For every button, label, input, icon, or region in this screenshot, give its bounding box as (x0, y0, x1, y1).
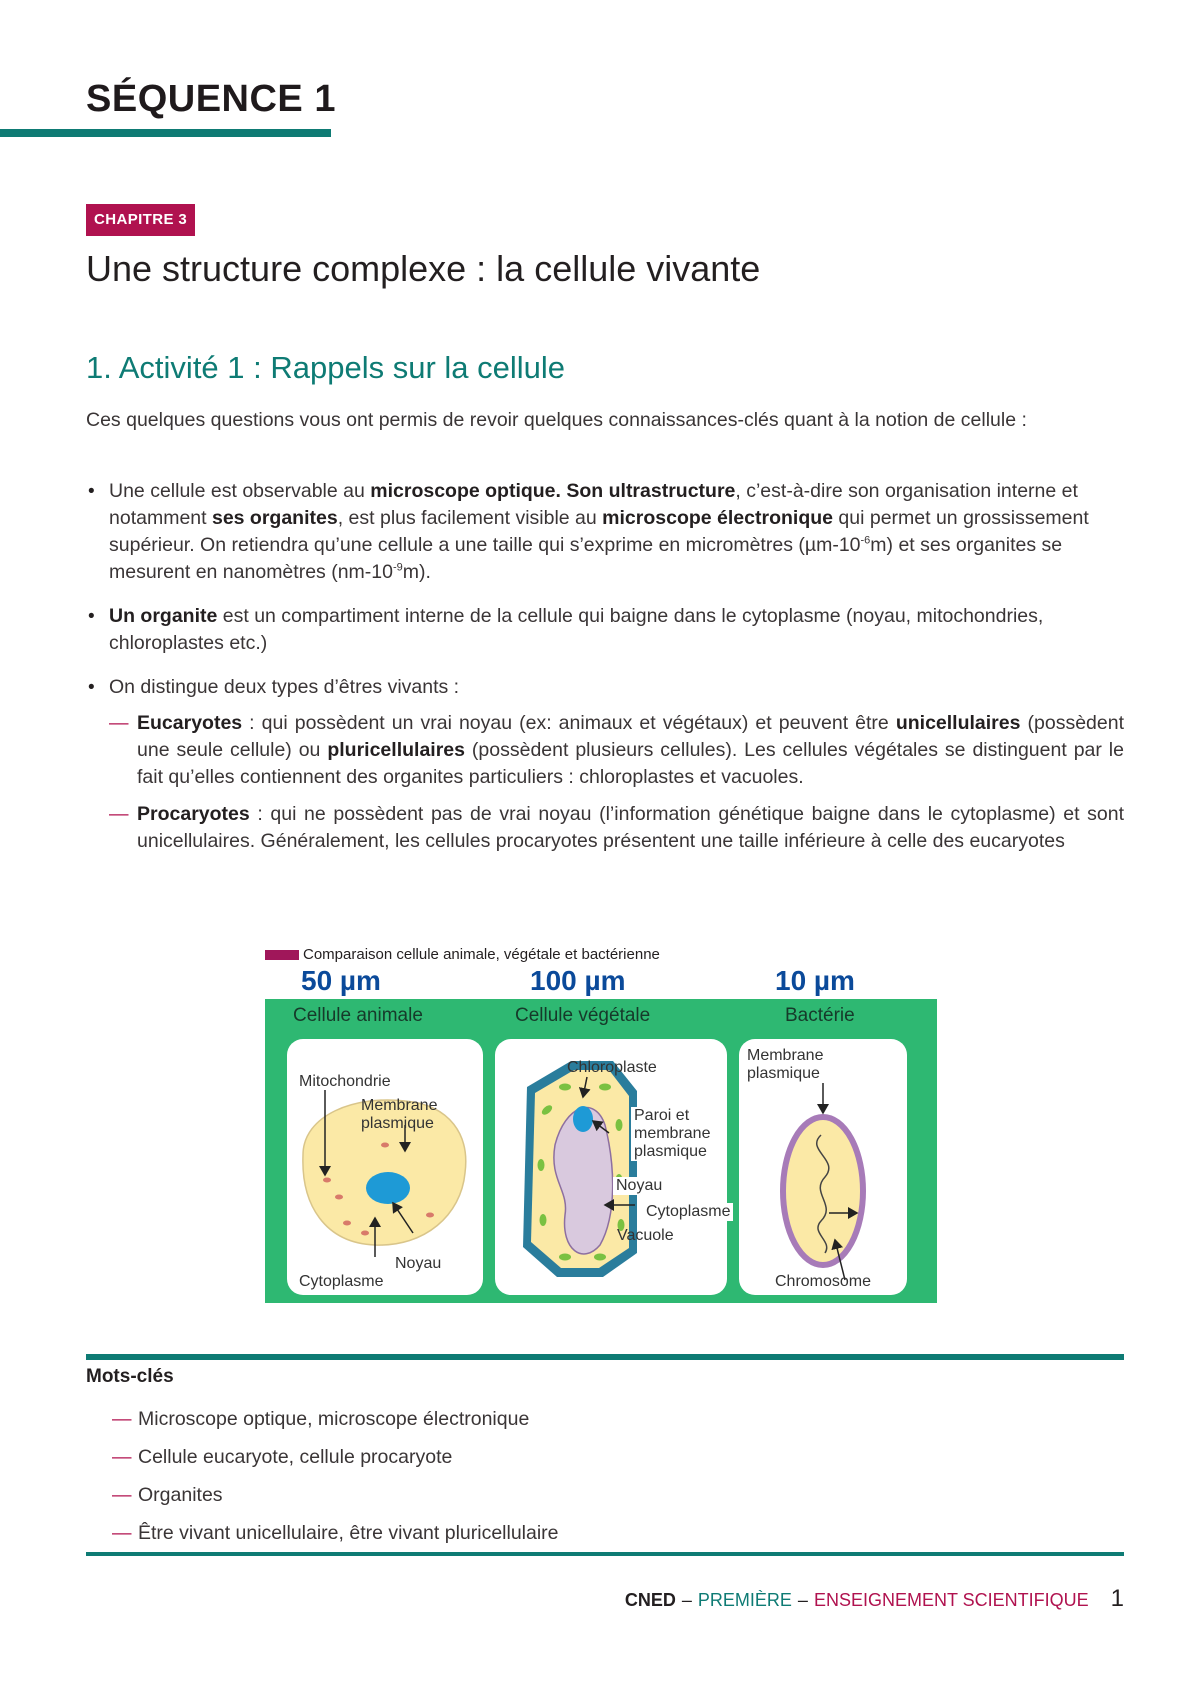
page-number: 1 (1110, 1585, 1124, 1612)
footer-level: PREMIÈRE (697, 1590, 792, 1610)
label-animal-noyau: Noyau (395, 1255, 442, 1272)
label-vacuole: Vacuole (617, 1227, 674, 1244)
label-paroi: Paroi et membrane plasmique (631, 1107, 713, 1161)
sub-procaryotes: — Procaryotes : qui ne possèdent pas de vrai noyau (l’information génétique baigne dans le cytoplasme) et sont unicellulaires. Généralement, les cellules procaryotes présentent une taille inférieure à celle des eucaryotes (109, 801, 1124, 855)
plant-size: 100 µm (530, 965, 626, 996)
label-plant-cytoplasme: Cytoplasme (643, 1203, 733, 1221)
chapter-badge: CHAPITRE 3 (86, 204, 195, 236)
plant-name: Cellule végétale (515, 1005, 651, 1026)
bullet-types: • On distingue deux types d’êtres vivants : — Eucaryotes : qui possèdent un vrai noyau (ex: animaux et végétaux) et peuvent être unicellulaires (possèdent une seule cellule) ou pluricellulaires (possèdent plusieurs cellules). Les cellules végétales se distinguent par le fait qu’elles contiennent des organites particuliers : chloroplastes et vacuoles. — Procaryotes : qui ne possèdent pas de vrai noyau (l’information génétique baigne dans le cytoplasme) et sont unicellulaires. Généralement, les cellules procaryotes présentent une taille inférieure à celle des eucaryotes (86, 674, 1124, 855)
bullet-organite: • Un organite est un compartiment interne de la cellule qui baigne dans le cytoplasme (noyau, mitochondries, chloroplastes etc.) (86, 603, 1124, 657)
keywords-top-rule (86, 1354, 1124, 1360)
section-title: 1. Activité 1 : Rappels sur la cellule (86, 350, 566, 385)
keyword-item: — Organites (112, 1481, 559, 1519)
sequence-underline (0, 129, 331, 137)
animal-name: Cellule animale (293, 1005, 423, 1026)
label-bacteria-membrane: Membrane plasmique (747, 1047, 824, 1082)
animal-size: 50 µm (301, 965, 381, 996)
sub-eucaryotes: — Eucaryotes : qui possèdent un vrai noyau (ex: animaux et végétaux) et peuvent être unicellulaires (possèdent une seule cellule) ou pluricellulaires (possèdent plusieurs cellules). Les cellules végétales se distinguent par le fait qu’elles contiennent des organites particuliers : chloroplastes et vacuoles. (109, 710, 1124, 791)
page-footer: CNED – PREMIÈRE – ENSEIGNEMENT SCIENTIFIQUE 1 (624, 1585, 1124, 1612)
cell-comparison-figure (265, 945, 937, 1303)
caption-marker (265, 950, 299, 960)
footer-org: CNED (624, 1590, 676, 1610)
keywords-bottom-rule (86, 1552, 1124, 1556)
types-sublist (109, 710, 1124, 855)
label-animal-membrane: Membrane plasmique (361, 1097, 438, 1132)
plant-nucleus (573, 1106, 593, 1132)
chapter-title: Une structure complexe : la cellule vivante (86, 248, 761, 289)
bullet-list (86, 478, 1124, 872)
bacteria-size: 10 µm (775, 965, 855, 996)
figure-caption: Comparaison cellule animale, végétale et bactérienne (265, 945, 937, 965)
keyword-item: — Microscope optique, microscope électronique (112, 1405, 559, 1443)
bullet-microscope: • Une cellule est observable au microscope optique. Son ultrastructure, c’est-à-dire son organisation interne et notamment ses organites, est plus facilement visible au microscope électronique qui permet un grossissement supérieur. On retiendra qu’une cellule a une taille qui s’exprime en micromètres $(\mu m-10^{-6}m)$ et ses organites se mesurent en nanomètres $(nm-10^{-9}m)$. (86, 478, 1124, 586)
label-animal-cytoplasme: Cytoplasme (299, 1273, 384, 1290)
intro-paragraph: Ces quelques questions vous ont permis de revoir quelques connaissances-clés quant à la notion de cellule : (86, 409, 1027, 431)
animal-nucleus (366, 1172, 410, 1204)
footer-subject: ENSEIGNEMENT SCIENTIFIQUE (813, 1590, 1089, 1610)
bacteria-body (783, 1117, 863, 1265)
label-chromosome: Chromosome (775, 1273, 872, 1290)
figure-panel (265, 965, 937, 1303)
keywords-title: Mots-clés (86, 1366, 174, 1387)
label-plant-noyau: Noyau (613, 1177, 665, 1195)
label-mitochondrie: Mitochondrie (299, 1073, 391, 1090)
keywords-list (112, 1405, 559, 1557)
sequence-title: SÉQUENCE 1 (86, 78, 336, 120)
keyword-item: — Être vivant unicellulaire, être vivant pluricellulaire (112, 1519, 559, 1557)
bacteria-name: Bactérie (785, 1005, 855, 1026)
label-chloroplaste: Chloroplaste (567, 1059, 657, 1076)
keyword-item: — Cellule eucaryote, cellule procaryote (112, 1443, 559, 1481)
